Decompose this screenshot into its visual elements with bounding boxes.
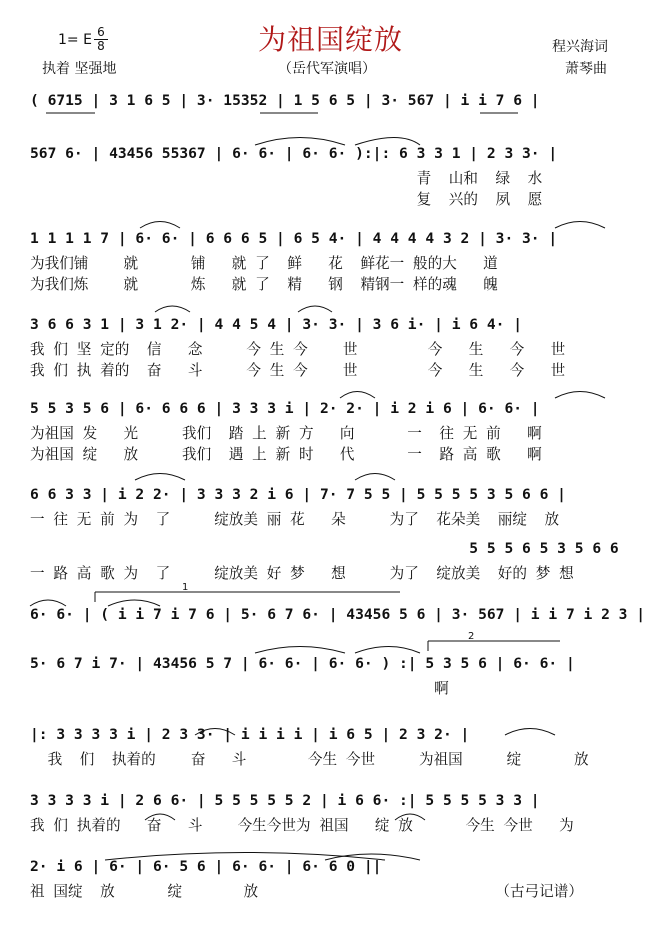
lyric-line: 啊 [30,680,449,697]
tempo-marking: 执着 坚强地 [42,61,117,77]
notation-line: 6· 6· | ( i i 7 i 7 6 | 5· 6 7 6· | 43456 5 6 | 3· 567 | i i 7 i 2 3 | [30,606,646,623]
notation-line: 5· 6 7 i 7· | 43456 5 7 | 6· 6· | 6· 6· ) :| 5 3 5 6 | 6· 6· | [30,655,575,672]
time-signature [94,26,108,53]
lyric-line: 为祖国 发 光 我们 踏 上 新 方 向 一 往 无 前 啊 [30,425,542,442]
lyric-line: 青 山和 绿 水 [30,170,543,187]
lyric-line: 一 往 无 前 为 了 绽放美 丽 花 朵 为了 花朵美 丽绽 放 [30,511,560,528]
notation-line: |: 3 3 3 3 i | 2 3 3· | i i i i | i 6 5 | 2 3 2· | [30,726,470,743]
lyric-line: 我 们 执 着的 奋 斗 今 生 今 世 今 生 今 世 [30,362,566,379]
singer-credit: （岳代军演唱） [278,61,376,77]
notation-line: 2· i 6 | 6· | 6· 5 6 | 6· 6· | 6· 6 0 || [30,858,382,875]
notation-line: 3 6 6 3 1 | 3 1 2· | 4 4 5 4 | 3· 3· | 3 6 i· | i 6 4· | [30,316,523,333]
lyricist-credit: 程兴海词 [552,39,608,55]
composer-credit: 萧琴曲 [565,61,607,77]
song-title: 为祖国绽放 [257,23,403,56]
lyric-line: 我 们 执着的 奋 斗 今生 今世 为祖国 绽 放 [30,751,589,768]
notation-line: ( 6715 | 3 1 6 5 | 3· 15352 | 1 5 6 5 | 3· 567 | i i 7 6 | [30,92,540,109]
time-numerator: 6 [94,26,108,40]
key-signature: 1= E [58,32,92,48]
lyric-line: 复 兴的 夙 愿 [30,191,543,208]
svg-text:1: 1 [182,582,189,593]
lyric-line: 为我们炼 就 炼 就 了 精 钢 精钢一 样的魂 魄 [30,276,498,293]
lyric-line: 为祖国 绽 放 我们 遇 上 新 时 代 一 路 高 歌 啊 [30,446,542,463]
lyric-line: 祖 国绽 放 绽 放 （古弓记谱） [30,883,583,900]
time-denominator: 8 [97,39,105,53]
notation-line: 5 5 3 5 6 | 6· 6 6 6 | 3 3 3 i | 2· 2· | i 2 i 6 | 6· 6· | [30,400,540,417]
lyric-line: 我 们 执着的 奋 斗 今生今世为 祖国 绽 放 今生 今世 为 [30,817,574,834]
notation-line: 1 1 1 1 7 | 6· 6· | 6 6 6 5 | 6 5 4· | 4 4 4 4 3 2 | 3· 3· | [30,230,558,247]
notation-line: 567 6· | 43456 55367 | 6· 6· | 6· 6· ):|: 6 3 3 1 | 2 3 3· | [30,145,558,162]
notation-line: 5 5 5 6 5 3 5 6 6 [30,540,619,557]
svg-text:2: 2 [468,631,475,642]
lyric-line: 一 路 高 歌 为 了 绽放美 好 梦 想 为了 绽放美 好的 梦 想 [30,565,574,582]
lyric-line: 为我们铺 就 铺 就 了 鲜 花 鲜花一 般的大 道 [30,255,498,272]
notation-line: 3 3 3 3 i | 2 6 6· | 5 5 5 5 5 2 | i 6 6· :| 5 5 5 5 3 3 | [30,792,540,809]
lyric-line: 我 们 坚 定的 信 念 今 生 今 世 今 生 今 世 [30,341,566,358]
notation-line: 6 6 3 3 | i 2 2· | 3 3 3 2 i 6 | 7· 7 5 5 | 5 5 5 5 3 5 6 6 | [30,486,566,503]
